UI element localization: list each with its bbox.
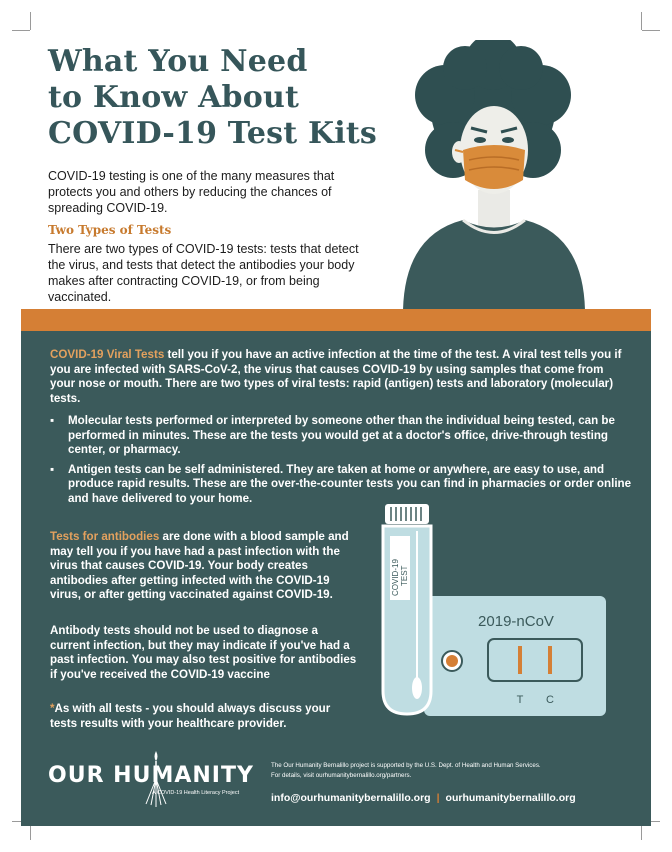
list-item: ▪ Molecular tests performed or interpreted by someone other than the individual being tested, can be performed in minutes. These are the tests you would get at a doctor's office, drive-through testing center, or pharmacy.	[50, 414, 615, 456]
list-item: ▪ Antigen tests can be self administered. They are taken at home or anywhere, are easy to use, and produce rapid results. These are the over-the-counter tests you can find in pharmacies or order online and have delivered to your home.	[50, 462, 632, 505]
note-text: As with all tests - you should always discuss your tests results with your healthcare provider.	[50, 702, 331, 730]
two-types-paragraph: There are two types of COVID-19 tests: tests that detect the virus, and tests that detect the antibodies your body makes after contracting COVID-19, or from being vaccinated.	[48, 242, 359, 304]
note-asterisk: *	[50, 702, 55, 715]
test-kit-illustration	[366, 496, 616, 726]
intro-paragraph: COVID-19 testing is one of the many measures that protects you and others by reducing the chances of spreading COVID-19.	[48, 169, 335, 215]
orange-band	[21, 309, 651, 331]
support-line: The Our Humanity Bernalillo project is supported by the U.S. Dept. of Health and Human Services.	[271, 762, 541, 769]
separator: |	[436, 792, 440, 804]
two-types-heading: Two Types of Tests	[48, 223, 172, 237]
our-humanity-logo	[48, 749, 273, 809]
healthcare-note	[50, 702, 350, 731]
cassette-label: 2019-nCoV	[478, 613, 554, 630]
bullet-text: Antigen tests can be self administered. They are taken at home or anywhere, are easy to use, and produce rapid results. These are the over-the-counter tests you can find in pharmacies or order online and have delivered to your home.	[68, 462, 632, 505]
antibody-text: are done with a blood sample and may tell you if you have had a past infection with the virus that causes COVID-19. Your body creates antibodies after getting infected with the COVID-19 virus, or after getting vaccinated against COVID-19.	[50, 530, 349, 601]
tube-label-line1: COVID-19	[391, 559, 400, 596]
viral-tests-paragraph	[50, 348, 625, 406]
title-line: to Know About	[48, 80, 300, 115]
sample-well-dot	[446, 655, 458, 667]
support-statement	[271, 761, 601, 781]
info-panel	[21, 331, 651, 826]
t-line	[518, 646, 522, 674]
logo-name: OUR HUMANITY	[48, 763, 254, 788]
title-line: What You Need	[48, 44, 308, 79]
crop-mark	[30, 12, 31, 30]
antibody-highlight: Tests for antibodies	[50, 530, 160, 543]
title-line: COVID-19 Test Kits	[48, 116, 377, 151]
swab-tip	[412, 677, 422, 699]
email-link[interactable]: info@ourhumanitybernalillo.org	[271, 792, 431, 804]
t-label: T	[516, 694, 524, 706]
tube-label-line2: TEST	[400, 565, 409, 586]
c-line	[548, 646, 552, 674]
crop-mark	[642, 30, 660, 31]
antibody-paragraph	[50, 530, 350, 603]
crop-mark	[641, 12, 642, 30]
masked-person-illustration	[383, 40, 603, 310]
logo-tagline: A COVID-19 Health Literacy Project	[152, 790, 240, 796]
antibody-paragraph-2: Antibody tests should not be used to diagnose a current infection, but they may indicate if you've had a past infection. You may also test positive for antibodies if you've received the COVID-19 vaccine	[50, 624, 357, 681]
website-link[interactable]: ourhumanitybernalillo.org	[445, 792, 576, 804]
viral-tests-highlight: COVID-19 Viral Tests	[50, 348, 165, 361]
bullet-text: Molecular tests performed or interpreted by someone other than the individual being tested, can be performed in minutes. These are the tests you would get at a doctor's office, drive-through testing center, or pharmacy.	[68, 414, 615, 456]
contact-line	[271, 792, 611, 804]
page-title	[48, 44, 378, 152]
support-line: For details, visit ourhumanitybernalillo.org/partners.	[271, 772, 412, 779]
crop-mark	[12, 30, 30, 31]
c-label: C	[546, 694, 554, 706]
viral-tests-text: tell you if you have an active infection at the time of the test. A viral test tells you if you are infected with SARS-CoV-2, the virus that causes COVID-19 by using samples that come from your nose or mouth. There are two types of viral tests: rapid (antigen) tests and laboratory (molecular) tests.	[50, 348, 622, 405]
